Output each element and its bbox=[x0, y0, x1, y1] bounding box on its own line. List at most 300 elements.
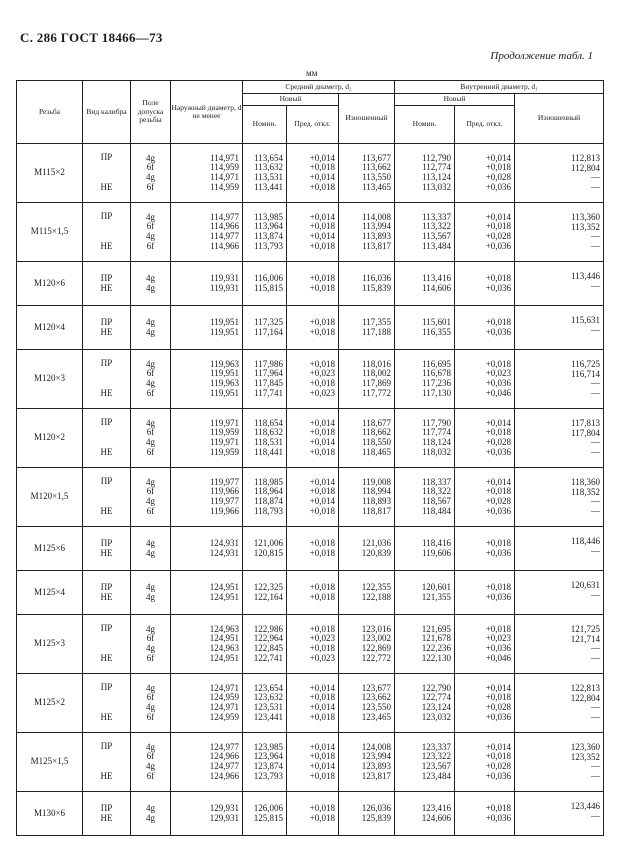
thread-designation-cell bbox=[17, 262, 83, 306]
cell-line: 118,124 bbox=[422, 437, 452, 447]
thread-designation-cell bbox=[17, 527, 83, 571]
cell-line: +0,023 bbox=[309, 368, 335, 379]
cell-line: +0,018 bbox=[309, 537, 335, 548]
cell-line: 115,839 bbox=[362, 282, 392, 293]
cell-line: 121,725 bbox=[570, 624, 601, 634]
spacer bbox=[83, 222, 130, 242]
cell-line: 120,601 bbox=[421, 581, 452, 592]
cell-line: 6f bbox=[146, 368, 155, 379]
tolerance-cell bbox=[131, 792, 171, 836]
cell-line: +0,028 bbox=[485, 231, 512, 241]
cell-line: 119,951 bbox=[210, 326, 239, 337]
outer-diameter-cell bbox=[171, 262, 243, 306]
cell-line: 4g bbox=[146, 326, 155, 337]
cell-line: 124,606 bbox=[421, 812, 452, 823]
cell-line: +0,028 bbox=[485, 496, 512, 506]
pitch-deviation-cell bbox=[287, 733, 339, 792]
cell-line: 119,959 bbox=[210, 446, 239, 457]
cell-line: +0,036 bbox=[485, 547, 512, 558]
gauge-type-cell bbox=[83, 527, 131, 571]
cell-line: +0,018 bbox=[309, 711, 335, 722]
pitch-deviation-cell bbox=[287, 468, 339, 527]
pitch-worn-cell bbox=[339, 144, 395, 203]
cell-line: 123,964 bbox=[253, 751, 283, 762]
gauge-type: ПР bbox=[100, 682, 113, 693]
cell-line: 126,036 bbox=[361, 802, 392, 813]
cell-line: +0,018 bbox=[309, 181, 335, 192]
cell-line: — bbox=[591, 505, 601, 516]
cell-line: 120,815 bbox=[253, 547, 283, 558]
cell-line: 4g bbox=[146, 496, 155, 506]
cell-line: — bbox=[591, 172, 601, 183]
cell-line: 118,567 bbox=[422, 496, 452, 506]
cell-line: 4g bbox=[146, 547, 155, 558]
cell-line: 114,977 bbox=[210, 231, 239, 241]
inner-worn-cell bbox=[515, 306, 604, 350]
cell-line: 118,817 bbox=[362, 505, 392, 516]
pitch-worn-cell bbox=[339, 350, 395, 409]
pitch-nominal-cell bbox=[243, 571, 287, 615]
tolerance-cell bbox=[131, 262, 171, 306]
cell-line: +0,036 bbox=[485, 240, 512, 251]
cell-line: — bbox=[591, 324, 601, 335]
gauge-type: НЕ bbox=[100, 326, 113, 337]
cell-line: 118,446 bbox=[571, 536, 601, 546]
cell-line: 114,977 bbox=[210, 211, 239, 222]
cell-line: 113,446 bbox=[571, 271, 601, 281]
pitch-deviation-cell bbox=[287, 262, 339, 306]
cell-line: 4g bbox=[146, 152, 155, 163]
outer-diameter-cell bbox=[171, 527, 243, 571]
cell-line: +0,018 bbox=[485, 358, 512, 369]
cell-line: 122,964 bbox=[253, 633, 283, 644]
cell-line: 118,874 bbox=[254, 496, 283, 506]
spacer bbox=[83, 693, 130, 713]
cell-line: 118,352 bbox=[571, 486, 601, 497]
outer-diameter-cell bbox=[171, 350, 243, 409]
pitch-nominal-cell bbox=[243, 409, 287, 468]
inner-deviation-cell bbox=[455, 203, 515, 262]
pitch-worn-cell bbox=[339, 306, 395, 350]
cell-line: — bbox=[591, 446, 601, 457]
gauge-type: НЕ bbox=[100, 506, 113, 516]
cell-line: 123,893 bbox=[361, 761, 392, 771]
cell-line: +0,028 bbox=[485, 172, 512, 182]
spacer bbox=[83, 487, 130, 507]
outer-diameter-cell bbox=[171, 144, 243, 203]
cell-line: +0,018 bbox=[485, 486, 512, 497]
gauge-type: ПР bbox=[100, 272, 113, 283]
cell-line: 117,164 bbox=[254, 326, 283, 337]
cell-line: 116,695 bbox=[422, 358, 452, 369]
gauge-type: НЕ bbox=[100, 547, 113, 558]
pitch-worn-cell bbox=[339, 615, 395, 674]
cell-line: 122,845 bbox=[253, 643, 283, 653]
cell-line: 118,654 bbox=[254, 417, 283, 428]
gauge-type: ПР bbox=[100, 537, 113, 548]
col-header-inner-diameter: Внутренний диаметр, d₁ bbox=[395, 81, 604, 94]
cell-line: +0,018 bbox=[309, 282, 335, 293]
cell-line: 113,441 bbox=[254, 181, 283, 192]
col-header-gauge-type: Вид калибра bbox=[83, 81, 131, 144]
cell-line: 120,839 bbox=[361, 547, 392, 558]
gauge-type-cell bbox=[83, 203, 131, 262]
thread-designation: M115×1,5 bbox=[30, 226, 69, 237]
cell-line: 124,966 bbox=[209, 770, 239, 781]
cell-line: 113,874 bbox=[254, 231, 283, 241]
cell-line: +0,018 bbox=[485, 221, 512, 232]
cell-line: +0,018 bbox=[309, 378, 335, 388]
gauge-type: ПР bbox=[100, 152, 113, 163]
cell-line: 123,985 bbox=[253, 741, 283, 752]
pitch-nominal-cell bbox=[243, 468, 287, 527]
pitch-nominal-cell bbox=[243, 527, 287, 571]
cell-line: 113,567 bbox=[422, 231, 452, 241]
cell-line: 119,971 bbox=[210, 417, 239, 428]
cell-line: 114,971 bbox=[210, 152, 239, 163]
thread-designation: M120×6 bbox=[33, 277, 66, 288]
col-header-pitch-deviation: Пред. откл. bbox=[287, 106, 339, 144]
cell-line: 123,567 bbox=[421, 761, 452, 771]
cell-line: 117,772 bbox=[362, 387, 392, 398]
cell-line: 4g bbox=[146, 282, 155, 293]
cell-line: 115,601 bbox=[422, 316, 452, 327]
cell-line: 122,790 bbox=[421, 682, 452, 693]
cell-line: 4g bbox=[146, 231, 155, 241]
thread-designation: M115×2 bbox=[34, 167, 65, 178]
gauge-type: ПР bbox=[100, 581, 113, 592]
cell-line: 119,008 bbox=[362, 476, 392, 487]
cell-line: 117,964 bbox=[254, 368, 283, 379]
inner-worn-cell bbox=[515, 733, 604, 792]
cell-line: +0,014 bbox=[309, 172, 335, 182]
cell-line: +0,018 bbox=[309, 812, 335, 823]
cell-line: 113,793 bbox=[254, 240, 283, 251]
inner-nominal-cell bbox=[395, 615, 455, 674]
cell-line: +0,018 bbox=[309, 692, 335, 703]
cell-line: 117,355 bbox=[362, 316, 392, 327]
gauge-type-cell bbox=[83, 306, 131, 350]
cell-line: 122,130 bbox=[421, 652, 452, 663]
cell-line: 114,606 bbox=[422, 282, 452, 293]
cell-line: +0,018 bbox=[485, 802, 512, 813]
cell-line: 6f bbox=[146, 711, 155, 722]
cell-line: 6f bbox=[146, 751, 155, 762]
cell-line: +0,018 bbox=[309, 547, 335, 558]
cell-line: +0,023 bbox=[309, 652, 335, 663]
thread-designation: M120×4 bbox=[33, 321, 66, 332]
cell-line: 119,959 bbox=[210, 427, 239, 438]
cell-line: 117,130 bbox=[422, 387, 452, 398]
cell-line: — bbox=[591, 545, 601, 556]
outer-diameter-cell bbox=[171, 203, 243, 262]
gauge-type: НЕ bbox=[100, 282, 113, 293]
cell-line: +0,018 bbox=[485, 623, 512, 634]
cell-line: 112,790 bbox=[422, 152, 452, 163]
cell-line: 123,441 bbox=[253, 711, 283, 722]
cell-line: +0,018 bbox=[309, 486, 335, 497]
cell-line: 4g bbox=[146, 741, 155, 752]
cell-line: 113,817 bbox=[362, 240, 392, 251]
cell-line: 122,774 bbox=[421, 692, 452, 703]
cell-line: 113,994 bbox=[362, 221, 392, 232]
thread-designation-cell bbox=[17, 571, 83, 615]
table-row bbox=[17, 262, 604, 306]
pitch-deviation-cell bbox=[287, 409, 339, 468]
inner-worn-cell bbox=[515, 468, 604, 527]
cell-line: 113,985 bbox=[254, 211, 283, 222]
cell-line: 119,963 bbox=[210, 378, 239, 388]
cell-line: +0,023 bbox=[485, 633, 512, 644]
cell-line: 118,793 bbox=[254, 505, 283, 516]
inner-nominal-cell bbox=[395, 792, 455, 836]
thread-designation-cell bbox=[17, 615, 83, 674]
cell-line: 114,966 bbox=[210, 240, 239, 251]
tolerance-cell bbox=[131, 409, 171, 468]
cell-line: 121,036 bbox=[361, 537, 392, 548]
cell-line: +0,036 bbox=[485, 812, 512, 823]
cell-line: +0,014 bbox=[309, 417, 335, 428]
inner-deviation-cell bbox=[455, 571, 515, 615]
cell-line: 122,164 bbox=[253, 591, 283, 602]
col-header-inner-deviation: Пред. откл. bbox=[455, 106, 515, 144]
cell-line: 4g bbox=[146, 211, 155, 222]
cell-line: +0,018 bbox=[309, 802, 335, 813]
cell-line: +0,018 bbox=[309, 770, 335, 781]
cell-line: +0,018 bbox=[309, 326, 335, 337]
pitch-nominal-cell bbox=[243, 144, 287, 203]
inner-deviation-cell bbox=[455, 792, 515, 836]
inner-worn-cell bbox=[515, 674, 604, 733]
table-row bbox=[17, 203, 604, 262]
cell-line: 6f bbox=[146, 505, 155, 516]
cell-line: 124,951 bbox=[209, 581, 239, 592]
cell-line: 118,484 bbox=[422, 505, 452, 516]
cell-line: 124,951 bbox=[209, 652, 239, 663]
cell-line: 123,632 bbox=[253, 692, 283, 703]
inner-worn-cell bbox=[515, 350, 604, 409]
cell-line: 116,036 bbox=[362, 272, 392, 283]
page-header-title: С. 286 ГОСТ 18466—73 bbox=[20, 30, 163, 45]
cell-line: 118,632 bbox=[254, 427, 283, 438]
cell-line: 4g bbox=[146, 378, 155, 388]
cell-line: — bbox=[591, 231, 601, 242]
cell-line: 113,360 bbox=[571, 212, 601, 222]
cell-line: 122,325 bbox=[253, 581, 283, 592]
inner-deviation-cell bbox=[455, 468, 515, 527]
cell-line: 124,008 bbox=[361, 741, 392, 752]
cell-line: +0,046 bbox=[485, 387, 512, 398]
thread-designation-cell bbox=[17, 733, 83, 792]
cell-line: 117,845 bbox=[254, 378, 283, 388]
cell-line: 114,959 bbox=[210, 181, 239, 192]
spacer bbox=[83, 369, 130, 389]
cell-line: 123,352 bbox=[570, 751, 601, 762]
inner-worn-cell bbox=[515, 792, 604, 836]
cell-line: 124,977 bbox=[209, 761, 239, 771]
cell-line: — bbox=[591, 652, 601, 663]
gauge-type: ПР bbox=[100, 802, 113, 813]
cell-line: 123,817 bbox=[361, 770, 392, 781]
cell-line: 113,484 bbox=[422, 240, 452, 251]
outer-diameter-cell bbox=[171, 571, 243, 615]
cell-line: 4g bbox=[146, 316, 155, 327]
table-row bbox=[17, 409, 604, 468]
cell-line: 123,531 bbox=[253, 702, 283, 712]
inner-worn-cell bbox=[515, 409, 604, 468]
cell-line: +0,018 bbox=[309, 221, 335, 232]
cell-line: 117,325 bbox=[254, 316, 283, 327]
table-row bbox=[17, 306, 604, 350]
inner-nominal-cell bbox=[395, 262, 455, 306]
cell-line: 121,695 bbox=[421, 623, 452, 634]
cell-line: 119,966 bbox=[210, 486, 239, 497]
pitch-nominal-cell bbox=[243, 262, 287, 306]
col-header-pitch-new: Новый bbox=[243, 94, 339, 106]
cell-line: +0,028 bbox=[485, 761, 512, 771]
cell-line: 118,662 bbox=[362, 427, 392, 438]
gauge-type: ПР bbox=[100, 358, 113, 369]
thread-designation-cell bbox=[17, 674, 83, 733]
cell-line: +0,036 bbox=[485, 446, 512, 457]
cell-line: +0,036 bbox=[485, 378, 512, 388]
cell-line: +0,014 bbox=[309, 211, 335, 222]
cell-line: 123,994 bbox=[361, 751, 392, 762]
tolerance-cell bbox=[131, 571, 171, 615]
gauge-type: НЕ bbox=[100, 241, 113, 251]
cell-line: 119,977 bbox=[210, 496, 239, 506]
cell-line: 116,714 bbox=[571, 368, 601, 379]
gauge-type-cell bbox=[83, 792, 131, 836]
thread-designation: M125×2 bbox=[33, 697, 66, 708]
cell-line: 124,971 bbox=[209, 702, 239, 712]
cell-line: 122,741 bbox=[253, 652, 283, 663]
cell-line: 113,032 bbox=[422, 181, 452, 192]
cell-line: 123,874 bbox=[253, 761, 283, 771]
cell-line: 126,006 bbox=[253, 802, 283, 813]
cell-line: 4g bbox=[146, 682, 155, 693]
cell-line: 113,531 bbox=[254, 172, 283, 182]
cell-line: 6f bbox=[146, 181, 155, 192]
cell-line: 124,966 bbox=[209, 751, 239, 762]
cell-line: 123,016 bbox=[361, 623, 392, 634]
pitch-worn-cell bbox=[339, 571, 395, 615]
cell-line: — bbox=[591, 761, 601, 772]
cell-line: 117,188 bbox=[362, 326, 392, 337]
cell-line: 6f bbox=[146, 652, 155, 663]
gauge-type-cell bbox=[83, 350, 131, 409]
gauge-type: НЕ bbox=[100, 712, 113, 722]
col-header-pitch-nominal: Номин. bbox=[243, 106, 287, 144]
cell-line: 116,006 bbox=[254, 272, 283, 283]
cell-line: +0,018 bbox=[309, 623, 335, 634]
gauge-type: ПР bbox=[100, 741, 113, 752]
cell-line: 118,322 bbox=[422, 486, 452, 497]
cell-line: 119,606 bbox=[422, 547, 452, 558]
cell-line: +0,018 bbox=[485, 537, 512, 548]
pitch-nominal-cell bbox=[243, 306, 287, 350]
cell-line: 123,484 bbox=[421, 770, 452, 781]
cell-line: +0,018 bbox=[309, 162, 335, 173]
col-header-thread: Резьба bbox=[17, 81, 83, 144]
pitch-deviation-cell bbox=[287, 350, 339, 409]
cell-line: 4g bbox=[146, 358, 155, 369]
tolerance-cell bbox=[131, 615, 171, 674]
cell-line: +0,036 bbox=[485, 711, 512, 722]
thread-designation: M125×4 bbox=[33, 586, 66, 597]
thread-designation: M120×2 bbox=[33, 432, 66, 443]
cell-line: 114,959 bbox=[210, 162, 239, 173]
inner-deviation-cell bbox=[455, 615, 515, 674]
cell-line: 124,977 bbox=[209, 741, 239, 752]
thread-designation-cell bbox=[17, 468, 83, 527]
cell-line: 123,322 bbox=[421, 751, 452, 762]
gauge-type-cell bbox=[83, 409, 131, 468]
cell-line: +0,018 bbox=[485, 427, 512, 438]
cell-line: +0,014 bbox=[309, 476, 335, 487]
thread-designation-cell bbox=[17, 792, 83, 836]
cell-line: 124,959 bbox=[209, 711, 239, 722]
cell-line: — bbox=[591, 589, 601, 600]
cell-line: 6f bbox=[146, 427, 155, 438]
cell-line: 112,774 bbox=[422, 162, 452, 173]
cell-line: +0,014 bbox=[485, 211, 512, 222]
inner-deviation-cell bbox=[455, 409, 515, 468]
table-row bbox=[17, 571, 604, 615]
pitch-nominal-cell bbox=[243, 615, 287, 674]
inner-deviation-cell bbox=[455, 306, 515, 350]
outer-diameter-cell bbox=[171, 468, 243, 527]
inner-worn-cell bbox=[515, 527, 604, 571]
cell-line: +0,036 bbox=[485, 591, 512, 602]
cell-line: 117,804 bbox=[571, 427, 601, 438]
cell-line: 4g bbox=[146, 172, 155, 182]
tolerance-cell bbox=[131, 350, 171, 409]
col-header-outer-diameter: Наружный диаметр, d не менее bbox=[171, 81, 243, 144]
cell-line: +0,036 bbox=[485, 326, 512, 337]
inner-nominal-cell bbox=[395, 144, 455, 203]
inner-nominal-cell bbox=[395, 468, 455, 527]
cell-line: +0,018 bbox=[485, 316, 512, 327]
pitch-deviation-cell bbox=[287, 203, 339, 262]
cell-line: +0,014 bbox=[485, 152, 512, 163]
cell-line: — bbox=[591, 378, 601, 389]
inner-deviation-cell bbox=[455, 350, 515, 409]
spacer bbox=[83, 163, 130, 183]
cell-line: 122,986 bbox=[253, 623, 283, 634]
cell-line: 113,632 bbox=[254, 162, 283, 173]
cell-line: 119,977 bbox=[210, 476, 239, 487]
inner-nominal-cell bbox=[395, 674, 455, 733]
cell-line: 118,441 bbox=[254, 446, 283, 457]
cell-line: 122,236 bbox=[421, 643, 452, 653]
cell-line: 119,931 bbox=[210, 282, 239, 293]
gauge-type: ПР bbox=[100, 623, 113, 634]
cell-line: +0,018 bbox=[485, 692, 512, 703]
cell-line: 123,677 bbox=[361, 682, 392, 693]
cell-line: 124,931 bbox=[209, 547, 239, 558]
cell-line: 4g bbox=[146, 581, 155, 592]
cell-line: +0,018 bbox=[309, 591, 335, 602]
cell-line: 115,815 bbox=[254, 282, 283, 293]
cell-line: +0,018 bbox=[485, 162, 512, 173]
cell-line: +0,036 bbox=[485, 505, 512, 516]
cell-line: 116,355 bbox=[422, 326, 452, 337]
table-row bbox=[17, 674, 604, 733]
cell-line: 6f bbox=[146, 387, 155, 398]
cell-line: 129,931 bbox=[209, 802, 239, 813]
cell-line: +0,036 bbox=[485, 282, 512, 293]
